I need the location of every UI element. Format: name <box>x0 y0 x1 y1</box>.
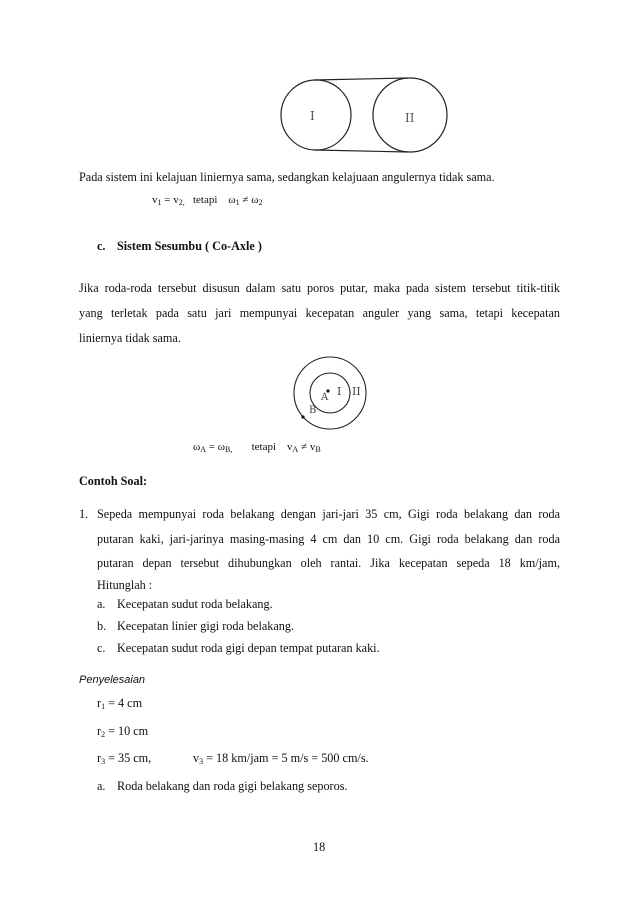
wheel-i-label: I <box>310 109 315 123</box>
belt-wheels-diagram <box>270 70 470 170</box>
label-a: A <box>321 392 329 403</box>
problem-number: 1. <box>79 507 89 521</box>
penyelesaian-heading: Penyelesaian <box>79 674 146 686</box>
para-line-2: yang terletak pada satu jari mempunyai kecepatan anguler yang sama, tetapi kecepatan <box>79 306 560 320</box>
label-b: B <box>309 405 317 416</box>
item-a-letter: a. <box>97 597 106 611</box>
problem-line-1: Sepeda mempunyai roda belakang dengan jari-jari 35 cm, Gigi roda belakang dan roda <box>97 507 560 521</box>
wheel-i <box>281 80 351 150</box>
equation-belt: $v_1 = v_{2,}$ tetapi $\omega_1 \ne \omega_2$ <box>152 194 263 207</box>
problem-line-3: putaran depan tersebut dihubungkan oleh rantai. Jika kecepatan sepeda 18 km/jam, <box>97 556 560 570</box>
section-c-letter: c. <box>97 239 106 253</box>
item-c-text: Kecepatan sudut roda gigi depan tempat putaran kaki. <box>117 641 380 655</box>
para-line-3: liniernya tidak sama. <box>79 331 181 345</box>
sol-v3: $v_3 = 18$ km/jam = 5 m/s = 500 cm/s. <box>193 751 369 766</box>
problem-line-2: putaran kaki, jari-jarinya masing-masing 4 cm dan 10 cm. Gigi roda belakang dan roda <box>97 532 560 546</box>
item-b-letter: b. <box>97 619 107 633</box>
wheel-ii-label: II <box>405 111 415 125</box>
sol-r2: $r_2 = 10$ cm <box>97 724 149 739</box>
item-a-text: Kecepatan sudut roda belakang. <box>117 597 273 611</box>
contoh-heading: Contoh Soal: <box>79 474 148 488</box>
equation-coaxle: $\omega_A = \omega_{B,}$ tetapi $v_A \ne v_B$ <box>193 441 321 454</box>
belt-bottom <box>314 150 408 152</box>
sol-r1: $r_1 = 4$ cm <box>97 696 143 711</box>
belt-top <box>314 78 408 80</box>
sol-r3: $r_3 = 35$ cm, <box>97 751 152 766</box>
label-i: I <box>337 385 342 398</box>
section-c-title: Sistem Sesumbu ( Co-Axle ) <box>117 239 262 253</box>
problem-line-4: Hitunglah : <box>97 578 153 592</box>
page-number: 18 <box>313 840 326 854</box>
para-line-1: Jika roda-roda tersebut disusun dalam satu poros putar, maka pada sistem tersebut titik-titik <box>79 281 560 295</box>
line-pada: Pada sistem ini kelajuan liniernya sama, sedangkan kelajuaan angulernya tidak sama. <box>79 170 495 184</box>
sol-a-text: Roda belakang dan roda gigi belakang seporos. <box>117 779 348 793</box>
item-c-letter: c. <box>97 641 106 655</box>
point-b <box>301 415 304 418</box>
label-ii: II <box>352 385 361 398</box>
sol-a-letter: a. <box>97 779 106 793</box>
coaxle-diagram <box>285 355 385 435</box>
item-b-text: Kecepatan linier gigi roda belakang. <box>117 619 294 633</box>
